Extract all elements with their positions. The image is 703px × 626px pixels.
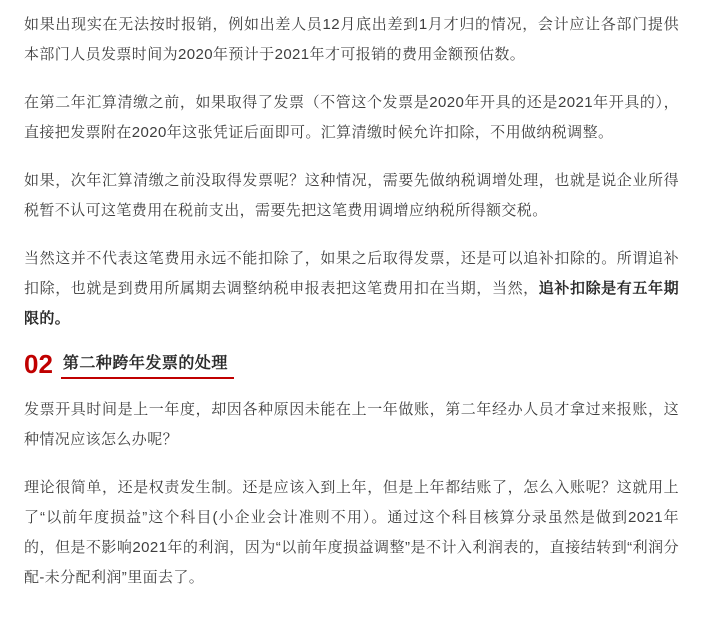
paragraph-6: 理论很简单，还是权责发生制。还是应该入到上年，但是上年都结账了，怎么入账呢？这就用上了“以前年度损益”这个科目(小企业会计准则不用）。通过这个科目核算分录虽然是做到2021年的，但是不影响2021年的利润，因为“以前年度损益调整”是不计入利润表的，直接结转到“利润分配-未分配利润”里面去了。: [24, 479, 679, 586]
paragraph-2: 在第二年汇算清缴之前，如果取得了发票（不管这个发票是2020年开具的还是2021年开具的），直接把发票附在2020年这张凭证后面即可。汇算清缴时候允许扣除，不用做纳税调整。: [24, 94, 679, 141]
paragraph-4-emphasis: 追补扣除是有五年期限的。: [24, 280, 679, 327]
section-heading-02: [24, 350, 679, 379]
paragraph-4-text: 当然这并不代表这笔费用永远不能扣除了，如果之后取得发票，还是可以追补扣除的。所谓追补扣除，也就是到费用所属期去调整纳税申报表把这笔费用扣在当期，当然，: [24, 250, 679, 297]
section-title-underline: [61, 350, 234, 379]
paragraph-4: [24, 244, 679, 334]
paragraph-3: 如果，次年汇算清缴之前没取得发票呢？这种情况，需要先做纳税调增处理，也就是说企业所得税暂不认可这笔费用在税前支出，需要先把这笔费用调增应纳税所得额交税。: [24, 172, 679, 219]
section-number: 02: [24, 349, 53, 379]
paragraph-5: 发票开具时间是上一年度，却因各种原因未能在上一年做账，第二年经办人员才拿过来报账，这种情况应该怎么办呢？: [24, 401, 679, 448]
paragraph-1: 如果出现实在无法按时报销，例如出差人员12月底出差到1月才归的情况，会计应让各部门提供本部门人员发票时间为2020年预计于2021年才可报销的费用金额预估数。: [24, 16, 679, 63]
section-title: 第二种跨年发票的处理: [62, 355, 228, 372]
